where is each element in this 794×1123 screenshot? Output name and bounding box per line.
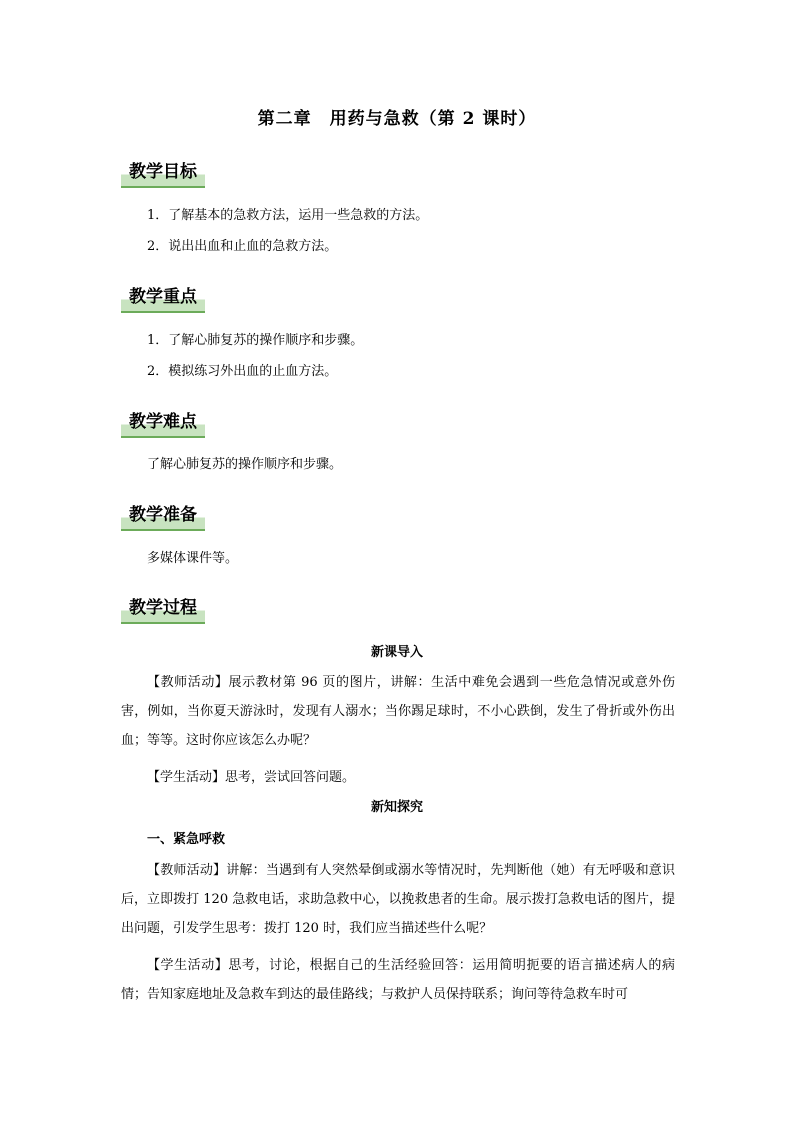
preparation-item-1: 多媒体课件等。	[147, 551, 239, 566]
subheading-intro: 新课导入	[370, 645, 423, 660]
subheading-explore: 新知探究	[370, 800, 423, 815]
paragraph-intro-student: 【学生活动】思考，尝试回答问题。	[147, 770, 356, 785]
section-heading-objectives: 教学目标	[121, 160, 205, 188]
paragraph-explore-student: 【学生活动】思考，讨论，根据自己的生活经验回答：运用简明扼要的语言描述病人的病情；告知家庭地址及急救车到达的最佳路线；与救护人员保持联系；询问等待急救车时可	[121, 958, 675, 1002]
key-point-item-2: 2．模拟练习外出血的止血方法。	[147, 364, 338, 379]
difficulty-item-1: 了解心肺复苏的操作顺序和步骤。	[147, 457, 343, 472]
page-title: 第二章 用药与急救（第 2 课时）	[257, 109, 537, 129]
part1-title: 一、紧急呼救	[147, 832, 226, 847]
key-point-item-1: 1．了解心肺复苏的操作顺序和步骤。	[147, 333, 364, 348]
objective-item-1: 1．了解基本的急救方法，运用一些急救的方法。	[147, 208, 429, 223]
section-heading-process: 教学过程	[121, 596, 205, 624]
objective-item-2: 2．说出出血和止血的急救方法。	[147, 239, 338, 254]
section-heading-key-points: 教学重点	[121, 285, 205, 313]
section-heading-preparation: 教学准备	[121, 503, 205, 531]
paragraph-explore-teacher: 【教师活动】讲解：当遇到有人突然晕倒或溺水等情况时，先判断他（她）有无呼吸和意识后，立即拨打 120 急救电话，求助急救中心，以挽救患者的生命。展示拨打急救电话的图片，提出问题，引发学生思考：拨打 120 时，我们应当描述些什么呢？	[121, 863, 675, 936]
section-heading-difficulties: 教学难点	[121, 410, 205, 438]
paragraph-intro-teacher: 【教师活动】展示教材第 96 页的图片，讲解：生活中难免会遇到一些危急情况或意外伤害，例如，当你夏天游泳时，发现有人溺水；当你踢足球时，不小心跌倒，发生了骨折或外伤出血；等等。这时你应该怎么办呢？	[121, 675, 675, 748]
